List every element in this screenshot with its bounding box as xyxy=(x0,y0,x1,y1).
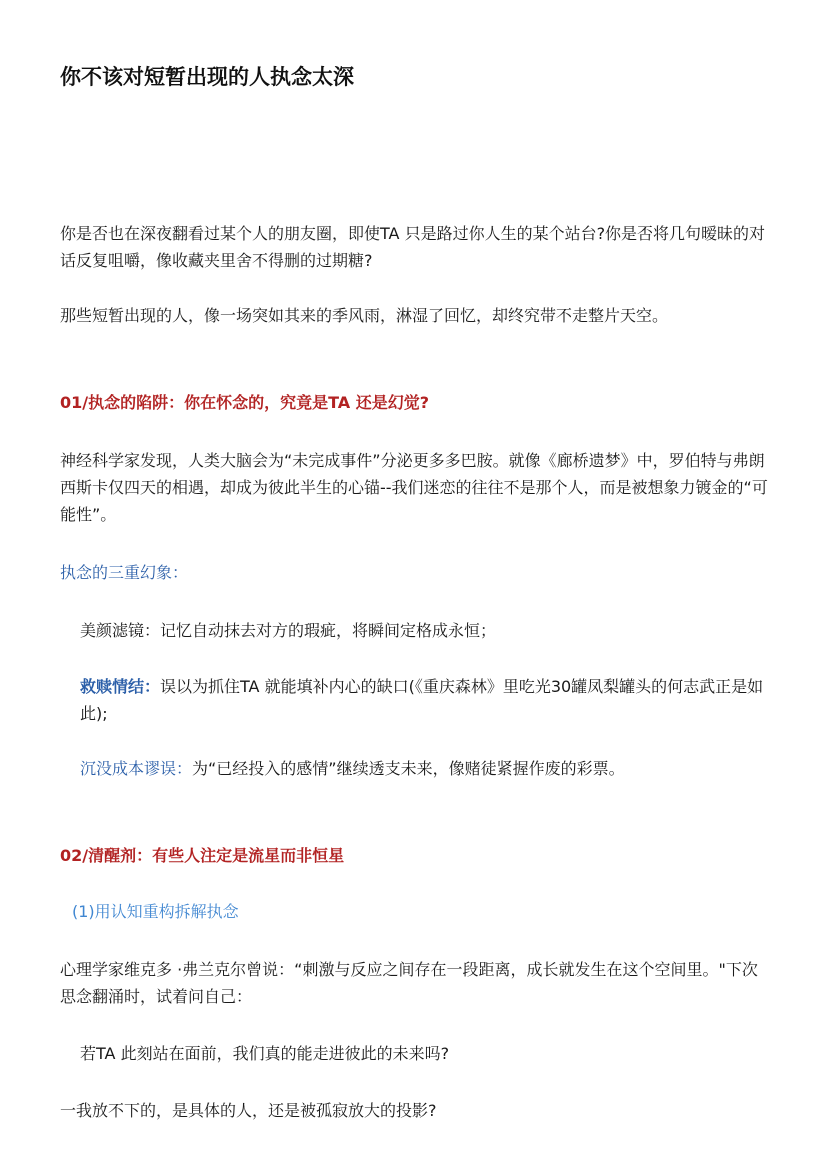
reflection-question-2: 一我放不下的，是具体的人，还是被孤寂放大的投影? xyxy=(60,1101,437,1120)
illusion-item-2-text: 误以为抓住TA 就能填补内心的缺口(《重庆森林》里吃光30罐凤梨罐头的何志武正是如此); xyxy=(80,677,764,723)
illusion-item-3-text: 为“已经投入的感情”继续透支未来，像赌徒紧握作废的彩票。 xyxy=(192,759,625,778)
page-title: 你不该对短暂出现的人执念太深 xyxy=(60,65,354,89)
reflection-question-1: 若TA 此刻站在面前，我们真的能走进彼此的未来吗? xyxy=(80,1044,450,1063)
intro-paragraph-2: 那些短暂出现的人，像一场突如其来的季风雨，淋湿了回忆，却终究带不走整片天空。 xyxy=(60,306,669,325)
section-2-subheading: (1)用认知重构拆解执念 xyxy=(72,902,239,921)
illusion-item-2-lead: 救赎情结： xyxy=(80,677,161,696)
illusion-item-1: 美颜滤镜：记忆自动抹去对方的瑕疵，将瞬间定格成永恒； xyxy=(80,621,497,640)
section-2-heading: 02/清醒剂：有些人注定是流星而非恒星 xyxy=(60,846,345,865)
illusion-item-3 xyxy=(60,755,772,782)
illusion-item-3-lead: 沉没成本谬误： xyxy=(80,759,193,778)
section-1-heading: 01/执念的陷阱：你在怀念的，究竟是TA 还是幻觉? xyxy=(60,393,430,412)
section-2-paragraph: 心理学家维克多 ·弗兰克尔曾说：“刺激与反应之间存在一段距离，成长就发生在这个空间里。"下次思念翻涌时，试着问自己： xyxy=(60,960,758,1006)
section-1-subheading: 执念的三重幻象： xyxy=(60,563,189,582)
section-1-paragraph: 神经科学家发现，人类大脑会为“未完成事件”分泌更多多巴胺。就像《廊桥遗梦》中，罗伯特与弗朗西斯卡仅四天的相遇，却成为彼此半生的心锚--我们迷恋的往往不是那个人，而是被想象力镀金的“可能性”。 xyxy=(60,451,768,524)
intro-paragraph-1: 你是否也在深夜翻看过某个人的朋友圈，即使TA 只是路过你人生的某个站台?你是否将几句暧昧的对话反复咀嚼，像收藏夹里舍不得删的过期糖? xyxy=(60,224,766,270)
illusion-item-2 xyxy=(60,673,772,727)
